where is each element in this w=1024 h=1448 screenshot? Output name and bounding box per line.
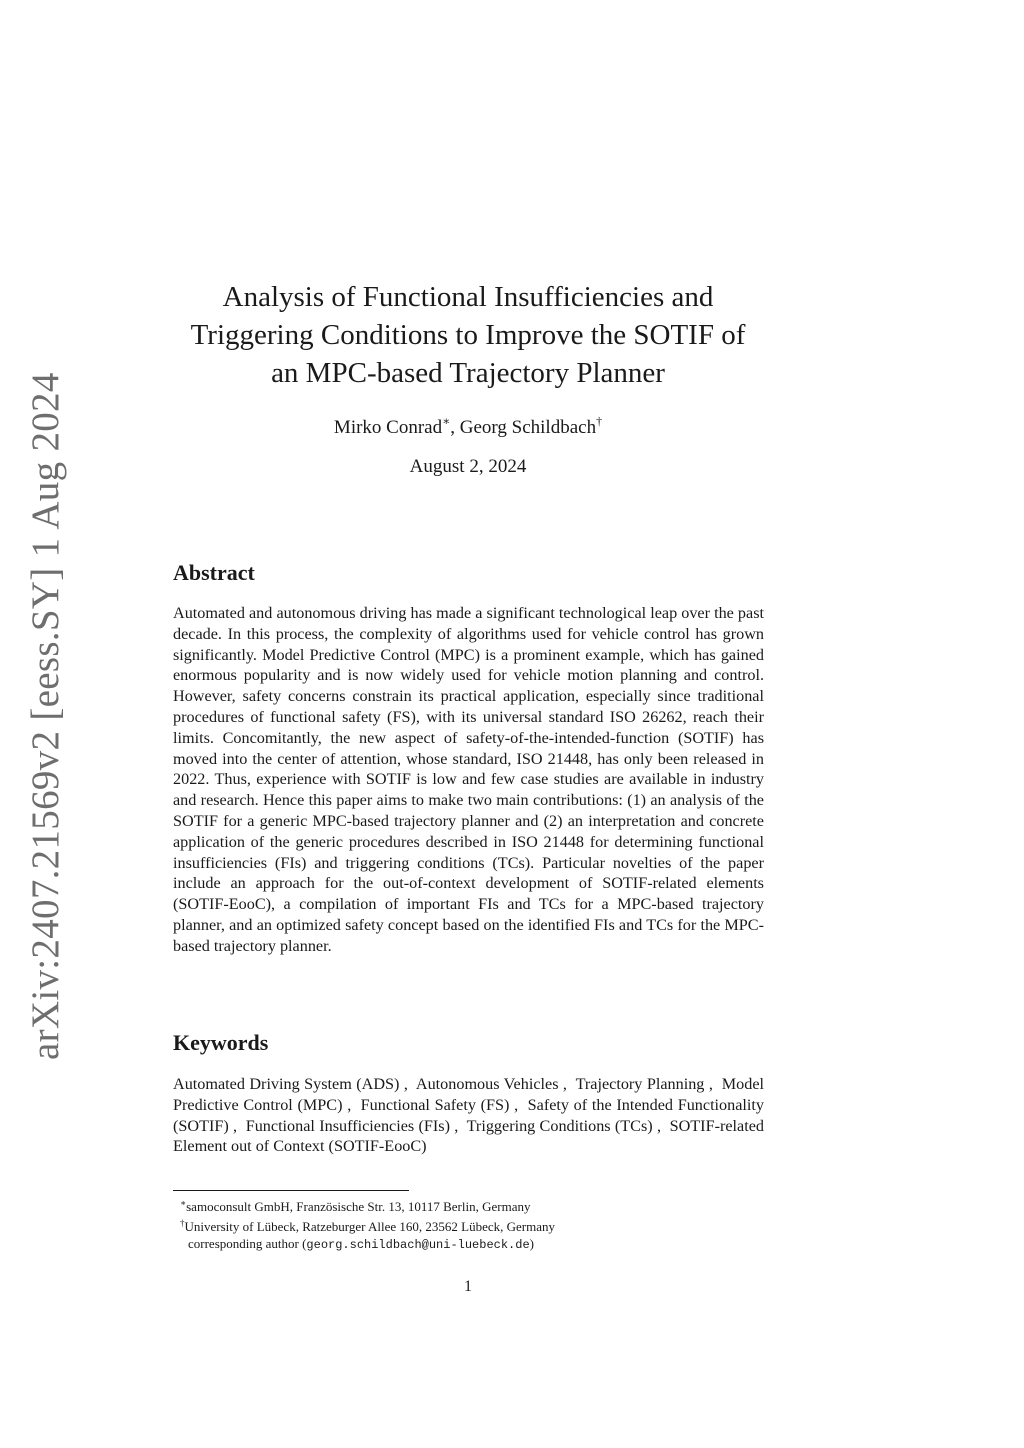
footnote-affiliation-1	[180, 1195, 768, 1215]
keyword: Automated Driving System (ADS)	[173, 1075, 400, 1093]
arxiv-identifier: arXiv:2407.21569v2 [eess.SY] 1 Aug 2024	[24, 372, 67, 1060]
footnote-corresponding-author	[188, 1235, 768, 1254]
title-line: Triggering Conditions to Improve the SOTIF of	[190, 319, 746, 351]
paper-title	[150, 278, 786, 392]
abstract-heading: Abstract	[173, 560, 255, 585]
footnote-rule	[173, 1190, 409, 1191]
author-name: Georg Schildbach	[459, 417, 597, 438]
footnote-text: )	[529, 1236, 535, 1251]
keyword: , Functional Insufficiencies (FIs)	[229, 1117, 450, 1135]
footnote-text: corresponding author (	[188, 1236, 307, 1251]
author-email-link[interactable]: georg.schildbach@uni-luebeck.de	[306, 1238, 530, 1252]
footnote-affiliation-2	[180, 1215, 768, 1235]
keyword: , SOTIF-related Element out of Context (SOTIF-EooC)	[173, 1117, 764, 1156]
author-list	[150, 414, 786, 439]
footnote-text: samoconsult GmbH, Französische Str. 13, 10117 Berlin, Germany	[186, 1199, 531, 1214]
footnotes	[180, 1195, 768, 1254]
page-number: 1	[464, 1278, 472, 1295]
keyword: , Functional Safety (FS)	[342, 1096, 509, 1114]
keyword: , Trajectory Planning	[559, 1075, 705, 1093]
keyword: , Safety of the Intended Functionality (SOTIF)	[173, 1096, 764, 1135]
keyword: , Autonomous Vehicles	[399, 1075, 558, 1093]
author-name: Mirko Conrad	[333, 417, 443, 438]
author-footnote-mark: ∗	[442, 414, 451, 428]
keyword: , Model Predictive Control (MPC)	[173, 1075, 764, 1114]
keywords-list	[173, 1074, 764, 1157]
title-line: Analysis of Functional Insufficiencies and	[222, 281, 714, 313]
keyword: , Triggering Conditions (TCs)	[450, 1117, 653, 1135]
publication-date: August 2, 2024	[409, 456, 527, 477]
title-line: an MPC-based Trajectory Planner	[271, 357, 665, 389]
footnote-mark: ∗	[180, 1198, 187, 1208]
author-footnote-mark: †	[596, 414, 603, 428]
author-separator: ,	[450, 417, 460, 438]
footnote-text: University of Lübeck, Ratzeburger Allee 160, 23562 Lübeck, Germany	[184, 1219, 556, 1234]
keywords-heading: Keywords	[173, 1030, 269, 1055]
footnote-mark: †	[180, 1218, 185, 1228]
abstract-text: Automated and autonomous driving has made a significant technological leap over the past decade. In this process, the complexity of algorithms used for vehicle control has grown significantly. Model Predictive Control (MPC) is a prominent example, which has gained enormous popularity and is now widely used for vehicle motion planning and control. However, safety concerns constrain its practical application, especially since traditional procedures of functional safety (FS), with its universal standard ISO 26262, reach their limits. Concomitantly, the new aspect of safety-of-the-intended-function (SOTIF) has moved into the center of attention, whose standard, ISO 21448, has only been released in 2022. Thus, experience with SOTIF is low and few case studies are available in industry and research. Hence this paper aims to make two main contributions: (1) an analysis of the SOTIF for a generic MPC-based trajectory planner and (2) an interpretation and concrete application of the generic procedures described in ISO 21448 for determining functional insufficiencies (FIs) and triggering conditions (TCs). Particular novelties of the paper include an approach for the out-of-context development of SOTIF-related elements (SOTIF-EooC), a compilation of important FIs and TCs for a MPC-based trajectory planner, and an optimized safety concept based on the identified FIs and TCs for the MPC-based trajectory planner.	[173, 604, 764, 955]
